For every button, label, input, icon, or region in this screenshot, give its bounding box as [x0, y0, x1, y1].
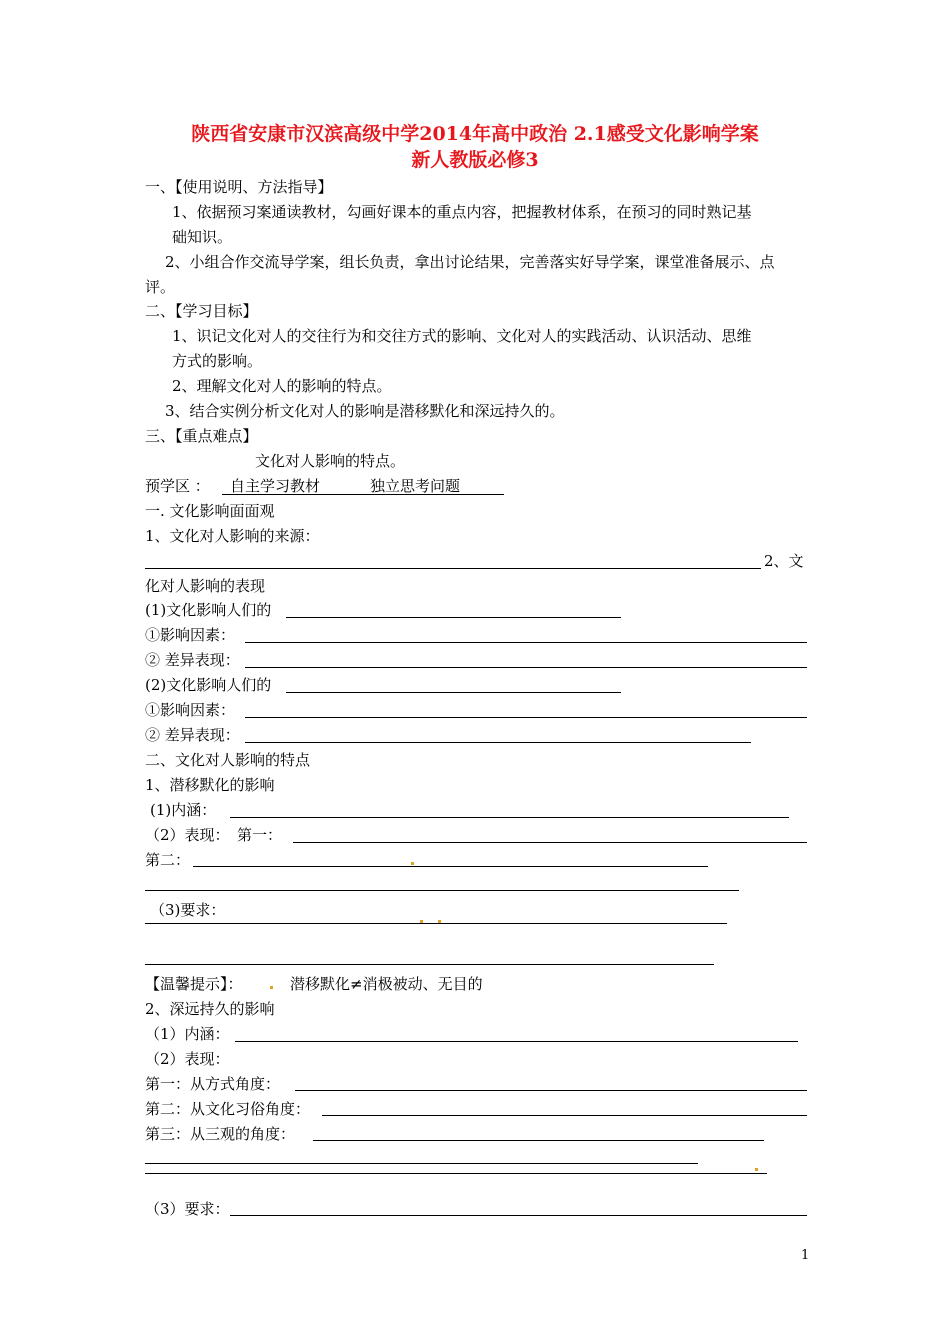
part1-p2-blank[interactable] — [286, 692, 621, 693]
part2-s1-require-blank[interactable] — [145, 923, 727, 924]
decor-dot — [420, 920, 423, 923]
part1-p1-factor: ①影响因素： — [145, 626, 236, 644]
preview-underline — [222, 494, 504, 495]
part1-p2: (2)文化影响人们的 — [145, 676, 272, 694]
part2-s1-extra-blank[interactable] — [145, 890, 739, 891]
part1-q1-blank[interactable] — [145, 568, 761, 569]
sec1-heading: 一、【使用说明、方法指导】 — [145, 178, 333, 196]
sec2-item2: 2、理解文化对人的影响的特点。 — [172, 377, 392, 395]
part2-s2-connotation-blank[interactable] — [235, 1041, 798, 1042]
preview-tag-think: 独立思考问题 — [370, 477, 461, 495]
part1-q2-cont: 化对人影响的表现 — [145, 577, 266, 595]
part2-s1: 1、潜移默化的影响 — [145, 776, 275, 794]
sec1-item1-a: 1、依据预习案通读教材，勾画好课本的重点内容，把握教材体系，在预习的同时熟记基 — [172, 203, 752, 221]
part1-p2-diff: ② 差异表现： — [145, 726, 240, 744]
part2-s1-manifest: （2）表现： 第一： — [145, 826, 283, 844]
sec1-item1-b: 础知识。 — [172, 228, 233, 246]
part1-p1-diff-blank[interactable] — [245, 667, 807, 668]
part2-s1-connotation: (1)内涵： — [150, 801, 217, 819]
sec3-content: 文化对人影响的特点。 — [255, 452, 406, 470]
part1-p2-factor: ①影响因素： — [145, 701, 236, 719]
part2-s2-second-blank[interactable] — [322, 1115, 807, 1116]
part2-s2: 2、深远持久的影响 — [145, 1000, 275, 1018]
part2-s2-first: 第一：从方式角度： — [145, 1075, 281, 1093]
part1-p1-blank[interactable] — [286, 617, 621, 618]
sec3-heading: 三、【重点难点】 — [145, 427, 258, 445]
part2-s1-second-blank[interactable] — [193, 866, 708, 867]
preview-label: 预学区 ： — [145, 477, 210, 495]
part1-p2-diff-blank[interactable] — [245, 742, 751, 743]
part2-s2-third-blank[interactable] — [313, 1140, 764, 1141]
part2-s2-first-blank[interactable] — [295, 1090, 807, 1091]
preview-tag-self-study: 自主学习教材 — [230, 477, 321, 495]
decor-dot — [755, 1168, 758, 1171]
part2-s2-extra-blank2[interactable] — [145, 1173, 767, 1174]
part2-heading: 二、文化对人影响的特点 — [145, 751, 311, 769]
part2-s2-manifest: （2）表现： — [145, 1050, 230, 1068]
decor-dot — [270, 986, 273, 989]
part2-s2-require: （3）要求： — [145, 1200, 230, 1218]
part1-q1: 1、文化对人影响的来源： — [145, 527, 320, 545]
decor-dot — [411, 862, 414, 865]
part1-p2-factor-blank[interactable] — [245, 717, 807, 718]
part1-q2-tail: 2、文 — [764, 552, 804, 570]
tip-text: 潜移默化≠消极被动、无目的 — [290, 975, 483, 993]
sec2-item3: 3、结合实例分析文化对人的影响是潜移默化和深远持久的。 — [165, 402, 565, 420]
part1-p1-factor-blank[interactable] — [245, 642, 807, 643]
part2-s1-require: （3)要求： — [150, 901, 226, 919]
sec1-item2-a: 2、小组合作交流导学案，组长负责，拿出讨论结果，完善落实好导学案，课堂准备展示、点 — [165, 253, 775, 271]
page-number: 1 — [801, 1248, 810, 1263]
sec1-item2-b: 评。 — [145, 278, 176, 296]
part2-s1-second: 第二： — [145, 851, 191, 869]
part2-s2-require-blank[interactable] — [230, 1215, 807, 1216]
sec2-heading: 二、【学习目标】 — [145, 302, 258, 320]
part2-s1-connotation-blank[interactable] — [230, 817, 789, 818]
part2-s2-extra-blank[interactable] — [145, 1163, 698, 1164]
part2-s1-manifest-blank[interactable] — [293, 842, 807, 843]
part1-p1-diff: ② 差异表现： — [145, 651, 240, 669]
tip-label: 【温馨提示】： — [145, 975, 243, 993]
sec2-item1-b: 方式的影响。 — [172, 352, 263, 370]
decor-dot — [438, 920, 441, 923]
part2-s2-third: 第三：从三观的角度： — [145, 1125, 296, 1143]
part2-s2-connotation: （1）内涵： — [145, 1025, 230, 1043]
document-title-line2: 新人教版必修3 — [411, 149, 539, 171]
sec2-item1-a: 1、识记文化对人的交往行为和交往方式的影响、文化对人的实践活动、认识活动、思维 — [172, 327, 752, 345]
part1-p1: (1)文化影响人们的 — [145, 601, 272, 619]
part2-s1-require-blank2[interactable] — [145, 964, 714, 965]
part1-heading: 一. 文化影响面面观 — [145, 502, 275, 520]
document-title-line1: 陕西省安康市汉滨高级中学2014年高中政治 2.1感受文化影响学案 — [191, 123, 759, 145]
part2-s2-second: 第二：从文化习俗角度： — [145, 1100, 311, 1118]
